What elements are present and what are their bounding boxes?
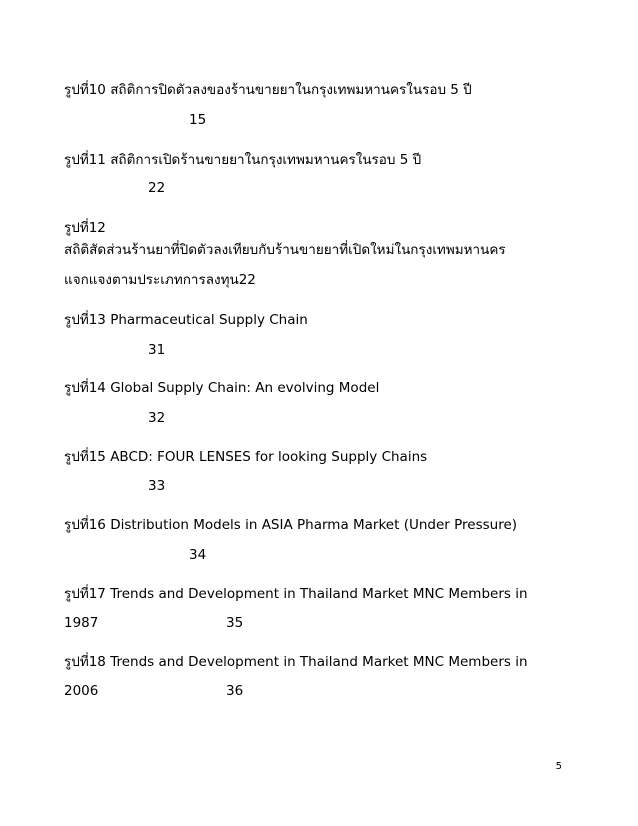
toc-entry-18-label: รูปที่18 Trends and Development in Thailand Market MNC Members in <box>64 654 528 670</box>
toc-entry-12-title: สถิติสัดส่วนร้านยาที่ปิดตัวลงเทียบกับร้านขายยาที่เปิดใหม่ในกรุงเทพมหานคร <box>64 242 506 258</box>
toc-entry-10-label: รูปที่10 สถิติการปิดตัวลงของร้านขายยาในกรุงเทพมหานครในรอบ 5 ปี <box>64 82 472 98</box>
toc-entry-15-label: รูปที่15 ABCD: FOUR LENSES for looking Supply Chains <box>64 449 428 465</box>
toc-entry-10-page: 15 <box>189 112 207 128</box>
toc-entry-15-page: 33 <box>148 478 166 494</box>
toc-entry-17-year: 1987 <box>64 615 99 631</box>
toc-entry-11-page: 22 <box>148 180 166 196</box>
toc-entry-12-subtitle: แจกแจงตามประเภทการลงทุน22 <box>64 272 256 288</box>
toc-entry-11-label: รูปที่11 สถิติการเปิดร้านขายยาในกรุงเทพมหานครในรอบ 5 ปี <box>64 152 422 168</box>
toc-entry-14-page: 32 <box>148 410 166 426</box>
toc-entry-13-page: 31 <box>148 342 166 358</box>
toc-entry-18-page: 36 <box>226 683 244 699</box>
toc-entry-12-label: รูปที่12 <box>64 220 106 236</box>
toc-entry-18-year: 2006 <box>64 683 99 699</box>
toc-entry-13-label: รูปที่13 Pharmaceutical Supply Chain <box>64 312 308 328</box>
toc-entry-16-label: รูปที่16 Distribution Models in ASIA Pharma Market (Under Pressure) <box>64 517 518 533</box>
toc-entry-16-page: 34 <box>189 547 207 563</box>
toc-entry-17-page: 35 <box>226 615 244 631</box>
toc-entry-14-label: รูปที่14 Global Supply Chain: An evolving Model <box>64 380 380 396</box>
toc-entry-17-label: รูปที่17 Trends and Development in Thailand Market MNC Members in <box>64 586 528 602</box>
page-number: 5 <box>555 761 562 772</box>
